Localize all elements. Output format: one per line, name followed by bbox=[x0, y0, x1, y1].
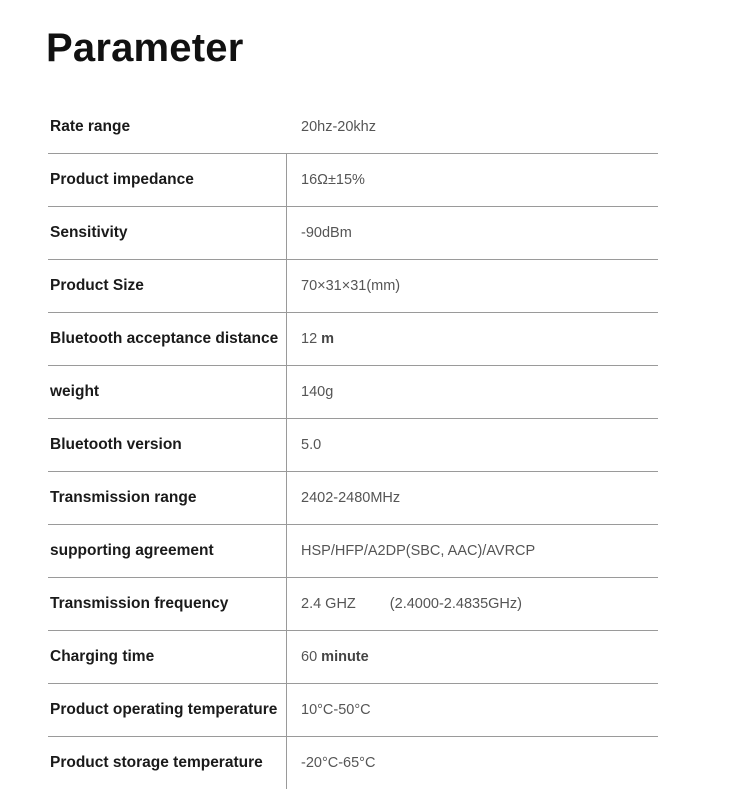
column-divider bbox=[286, 313, 287, 365]
value-extra: (2.4000-2.4835GHz) bbox=[389, 596, 522, 612]
parameter-value: 12 m bbox=[301, 331, 335, 347]
column-divider bbox=[286, 525, 287, 577]
parameter-label: Product impedance bbox=[50, 171, 194, 188]
parameter-table bbox=[48, 101, 658, 789]
parameter-value: -20°C-65°C bbox=[301, 755, 376, 771]
value-unit: m bbox=[321, 331, 335, 347]
table-row bbox=[48, 260, 658, 313]
table-row bbox=[48, 525, 658, 578]
table-row bbox=[48, 737, 658, 789]
table-row bbox=[48, 684, 658, 737]
table-row bbox=[48, 578, 658, 631]
table-row bbox=[48, 419, 658, 472]
parameter-value: 16Ω±15% bbox=[301, 172, 365, 188]
page-title: Parameter bbox=[46, 26, 244, 70]
parameter-label: Product storage temperature bbox=[50, 754, 263, 771]
column-divider bbox=[286, 260, 287, 312]
column-divider bbox=[286, 631, 287, 683]
column-divider bbox=[286, 419, 287, 471]
parameter-value: 70×31×31(mm) bbox=[301, 278, 401, 294]
parameter-label: Charging time bbox=[50, 648, 155, 665]
table-row bbox=[48, 207, 658, 260]
parameter-value: 20hz-20khz bbox=[301, 119, 376, 135]
parameter-label: Transmission frequency bbox=[50, 595, 229, 612]
table-row bbox=[48, 366, 658, 419]
parameter-value: 60 minute bbox=[301, 649, 369, 665]
parameter-label: Rate range bbox=[50, 118, 131, 135]
parameter-value: -90dBm bbox=[301, 225, 352, 241]
column-divider bbox=[286, 737, 287, 789]
column-divider bbox=[286, 684, 287, 736]
parameter-value: 2402-2480MHz bbox=[301, 490, 401, 506]
column-divider bbox=[286, 578, 287, 630]
parameter-label: Bluetooth version bbox=[50, 436, 182, 453]
table-row bbox=[48, 472, 658, 525]
value-unit: minute bbox=[321, 649, 369, 665]
column-divider bbox=[286, 472, 287, 524]
column-divider bbox=[286, 154, 287, 206]
parameter-label: Product operating temperature bbox=[50, 701, 278, 718]
parameter-value: HSP/HFP/A2DP(SBC, AAC)/AVRCP bbox=[301, 543, 536, 559]
parameter-value: 2.4 GHZ (2.4000-2.4835GHz) bbox=[301, 596, 522, 612]
parameter-label: Sensitivity bbox=[50, 224, 128, 241]
parameter-label: Bluetooth acceptance distance bbox=[50, 330, 279, 347]
parameter-label: Transmission range bbox=[50, 489, 197, 506]
parameter-label: supporting agreement bbox=[50, 542, 214, 559]
table-row bbox=[48, 101, 658, 154]
parameter-value: 5.0 bbox=[301, 437, 322, 453]
table-row bbox=[48, 313, 658, 366]
table-row bbox=[48, 154, 658, 207]
parameter-label: Product Size bbox=[50, 277, 144, 294]
column-divider bbox=[286, 366, 287, 418]
parameter-value: 10°C-50°C bbox=[301, 702, 371, 718]
parameter-label: weight bbox=[50, 383, 100, 400]
column-divider bbox=[286, 207, 287, 259]
parameter-value: 140g bbox=[301, 384, 334, 400]
table-row bbox=[48, 631, 658, 684]
